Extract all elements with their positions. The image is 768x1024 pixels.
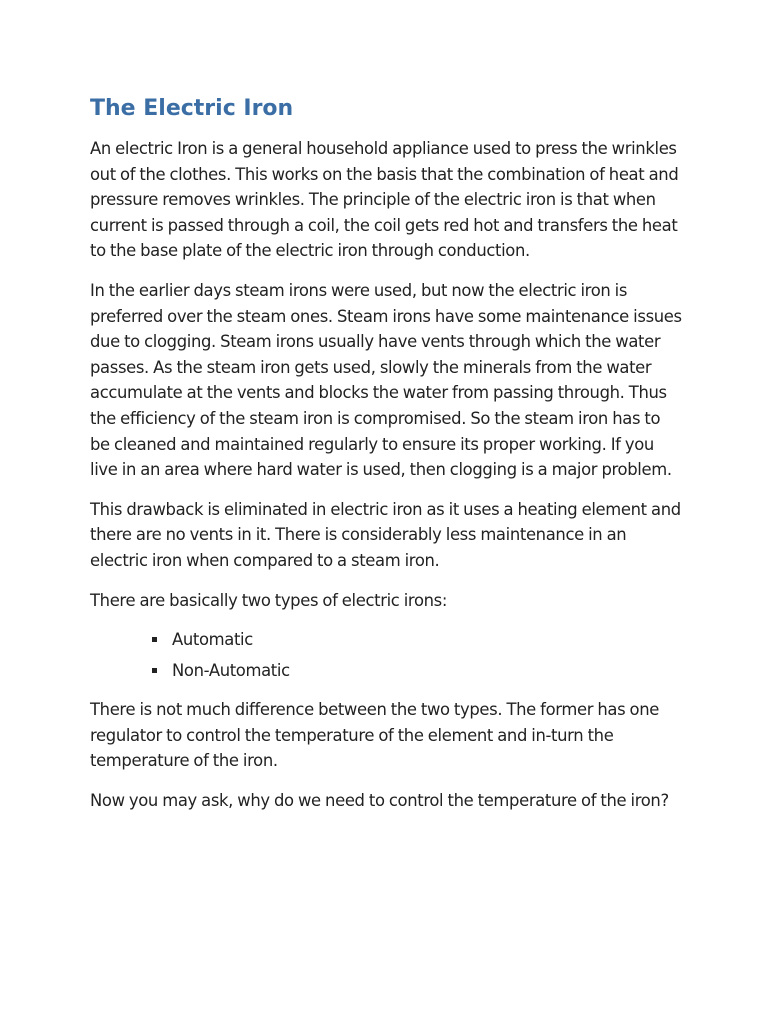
paragraph-difference: There is not much difference between the two types. The former has one regulator to control the temperature of the element and in-turn the temperature of the iron. bbox=[90, 700, 659, 771]
paragraph-drawback: This drawback is eliminated in electric iron as it uses a heating element and there are no vents in it. There is considerably less maintenance in an electric iron when compared to a steam iron. bbox=[90, 499, 681, 570]
square-bullet-icon bbox=[152, 637, 157, 642]
paragraph-types-intro: There are basically two types of electric irons: bbox=[90, 590, 448, 610]
iron-types-list bbox=[90, 627, 682, 683]
list-item bbox=[152, 658, 682, 684]
paragraph-steam-irons: In the earlier days steam irons were used, but now the electric iron is preferred over the steam ones. Steam irons have some maintenance issues due to clogging. Steam irons usually have vents through which the water passes. As the steam iron gets used, slowly the minerals from the water accumulate at the vents and blocks the water from passing through. Thus the efficiency of the steam iron is compromised. So the steam iron has to be cleaned and maintained regularly to ensure its proper working. If you live in an area where hard water is used, then clogging is a major problem. bbox=[90, 280, 682, 480]
paragraph-question: Now you may ask, why do we need to control the temperature of the iron? bbox=[90, 791, 669, 811]
list-item bbox=[152, 627, 682, 653]
document-page bbox=[90, 94, 682, 828]
square-bullet-icon bbox=[152, 668, 157, 673]
list-item-label: Non-Automatic bbox=[172, 660, 290, 680]
page-title: The Electric Iron bbox=[90, 96, 294, 121]
list-item-label: Automatic bbox=[172, 630, 253, 650]
paragraph-intro: An electric Iron is a general household appliance used to press the wrinkles out of the clothes. This works on the basis that the combination of heat and pressure removes wrinkles. The principle of the electric iron is that when current is passed through a coil, the coil gets red hot and transfers the heat to the base plate of the electric iron through conduction. bbox=[90, 139, 679, 261]
